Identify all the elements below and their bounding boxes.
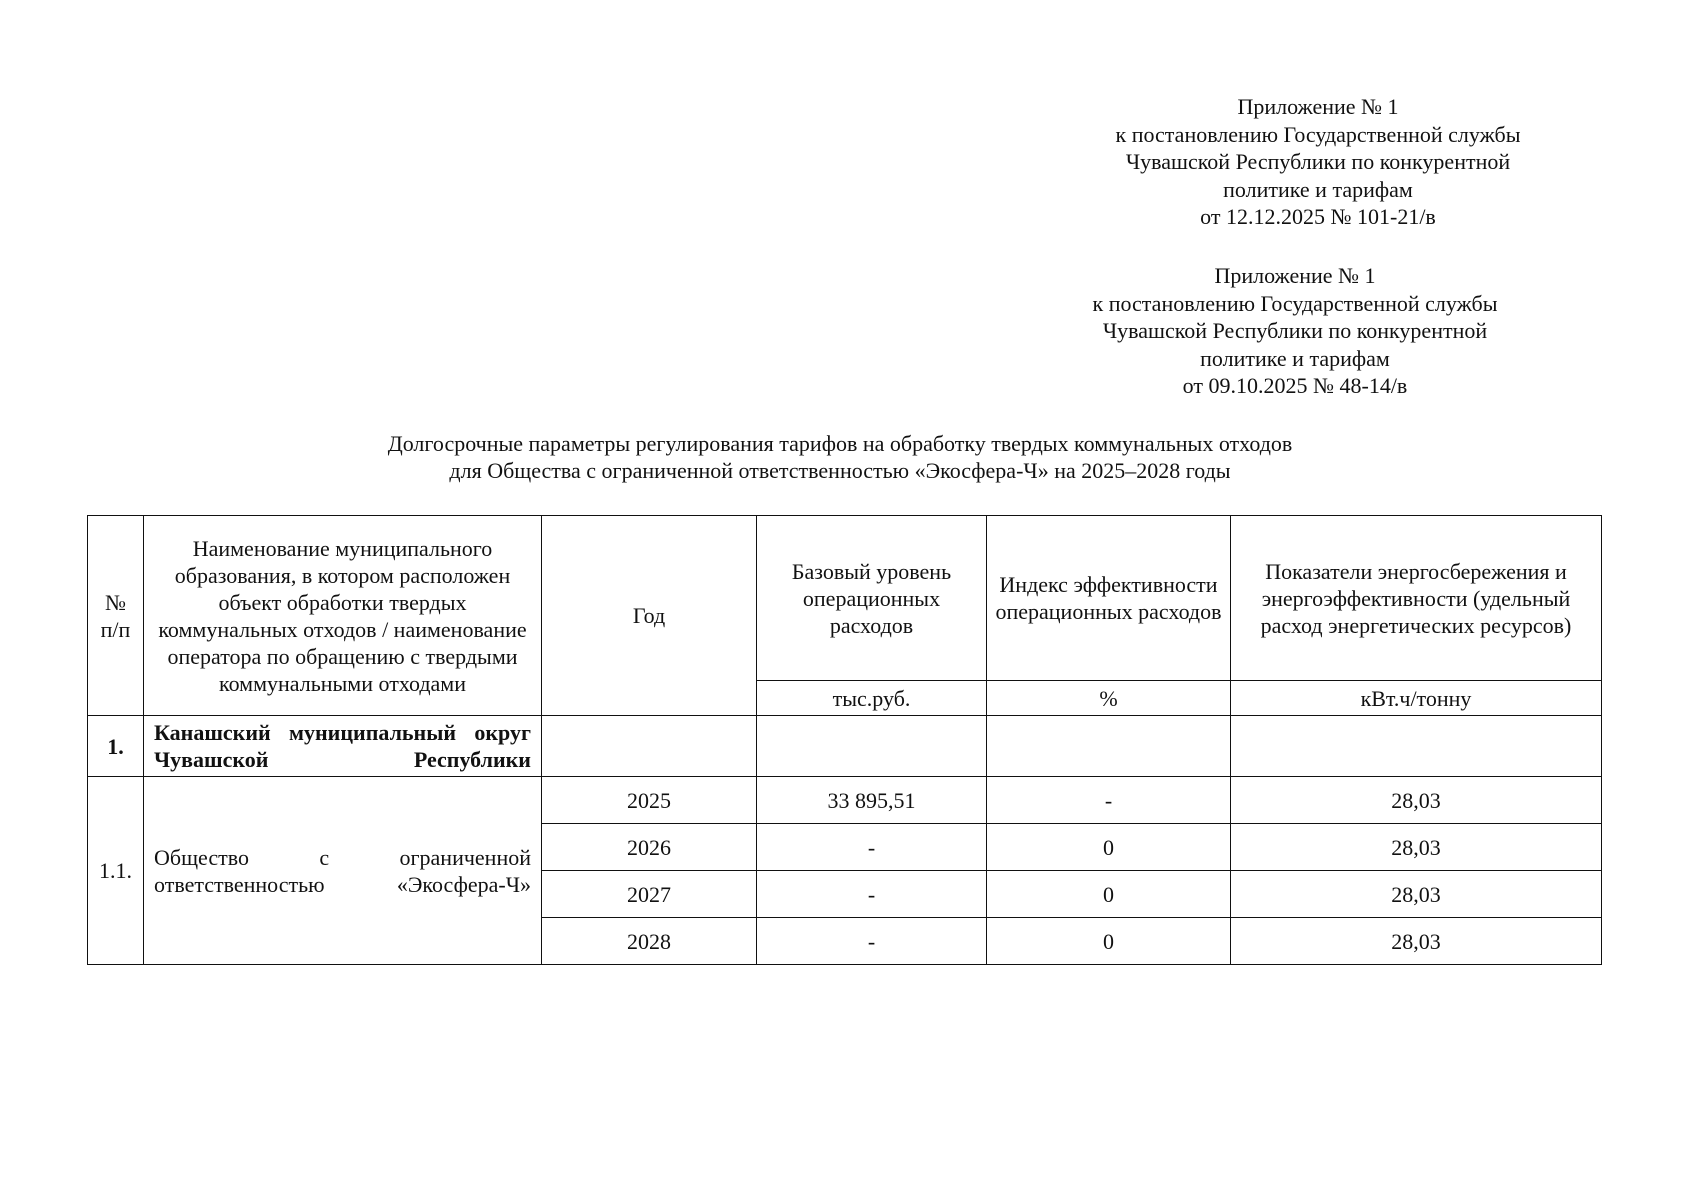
document-title-line-1: Долгосрочные параметры регулирования тарифов на обработку твердых коммунальных отходов (387, 431, 1293, 456)
cell-year: 2027 (542, 871, 757, 918)
parameters-table (87, 515, 1602, 965)
cell-efficiency-index: 0 (987, 824, 1231, 871)
unit-efficiency-index: % (987, 681, 1231, 716)
operator-name: Общество с ограниченной ответственностью «Экосфера-Ч» (144, 777, 542, 965)
appendix-line: Чувашской Республики по конкурентной (1102, 318, 1488, 343)
appendix-line: Приложение № 1 (1214, 263, 1376, 288)
header-base-level: Базовый уровень операционных расходов (757, 516, 987, 681)
cell-energy: 28,03 (1231, 871, 1602, 918)
cell-base-level: - (757, 871, 987, 918)
region-number: 1. (88, 716, 144, 777)
cell-year: 2025 (542, 777, 757, 824)
appendix-date-line: от 12.12.2025 № 101-21/в (1200, 204, 1436, 229)
cell-base-level: - (757, 824, 987, 871)
cell-base-level: 33 895,51 (757, 777, 987, 824)
cell-year: 2026 (542, 824, 757, 871)
header-efficiency-index: Индекс эффективности операционных расходов (987, 516, 1231, 681)
unit-base-level: тыс.руб. (757, 681, 987, 716)
table-header-row (88, 516, 1602, 681)
cell-efficiency-index: - (987, 777, 1231, 824)
cell-energy: 28,03 (1231, 777, 1602, 824)
cell-energy: 28,03 (1231, 824, 1602, 871)
header-number: № п/п (88, 516, 144, 716)
appendix-header-previous (1065, 262, 1525, 400)
appendix-line: Приложение № 1 (1237, 94, 1399, 119)
unit-energy: кВт.ч/тонну (1231, 681, 1602, 716)
table-row (88, 777, 1602, 824)
empty-cell (757, 716, 987, 777)
cell-year: 2028 (542, 918, 757, 965)
appendix-date-line: от 09.10.2025 № 48-14/в (1182, 373, 1408, 398)
cell-efficiency-index: 0 (987, 871, 1231, 918)
appendix-line: политике и тарифам (1223, 176, 1413, 202)
cell-efficiency-index: 0 (987, 918, 1231, 965)
empty-cell (987, 716, 1231, 777)
empty-cell (1231, 716, 1602, 777)
appendix-header-current (1088, 93, 1548, 231)
header-energy: Показатели энергосбережения и энергоэффективности (удельный расход энергетических ресурсов) (1231, 516, 1602, 681)
document-title-line-2: для Общества с ограниченной ответственностью «Экосфера-Ч» на 2025–2028 годы (449, 458, 1231, 483)
cell-energy: 28,03 (1231, 918, 1602, 965)
region-name: Канашский муниципальный округ Чувашской Республики (144, 716, 542, 777)
document-title (150, 430, 1530, 484)
appendix-line: к постановлению Государственной службы (1092, 290, 1498, 316)
appendix-line: к постановлению Государственной службы (1115, 121, 1521, 147)
cell-base-level: - (757, 918, 987, 965)
header-year: Год (542, 516, 757, 716)
table-row-region (88, 716, 1602, 777)
operator-number: 1.1. (88, 777, 144, 965)
appendix-line: политике и тарифам (1200, 345, 1390, 371)
header-municipality: Наименование муниципального образования, в котором расположен объект обработки твердых коммунальных отходов / наименование оператора по обращению с твердыми коммунальными отходами (144, 516, 542, 716)
empty-cell (542, 716, 757, 777)
appendix-line: Чувашской Республики по конкурентной (1125, 149, 1511, 174)
